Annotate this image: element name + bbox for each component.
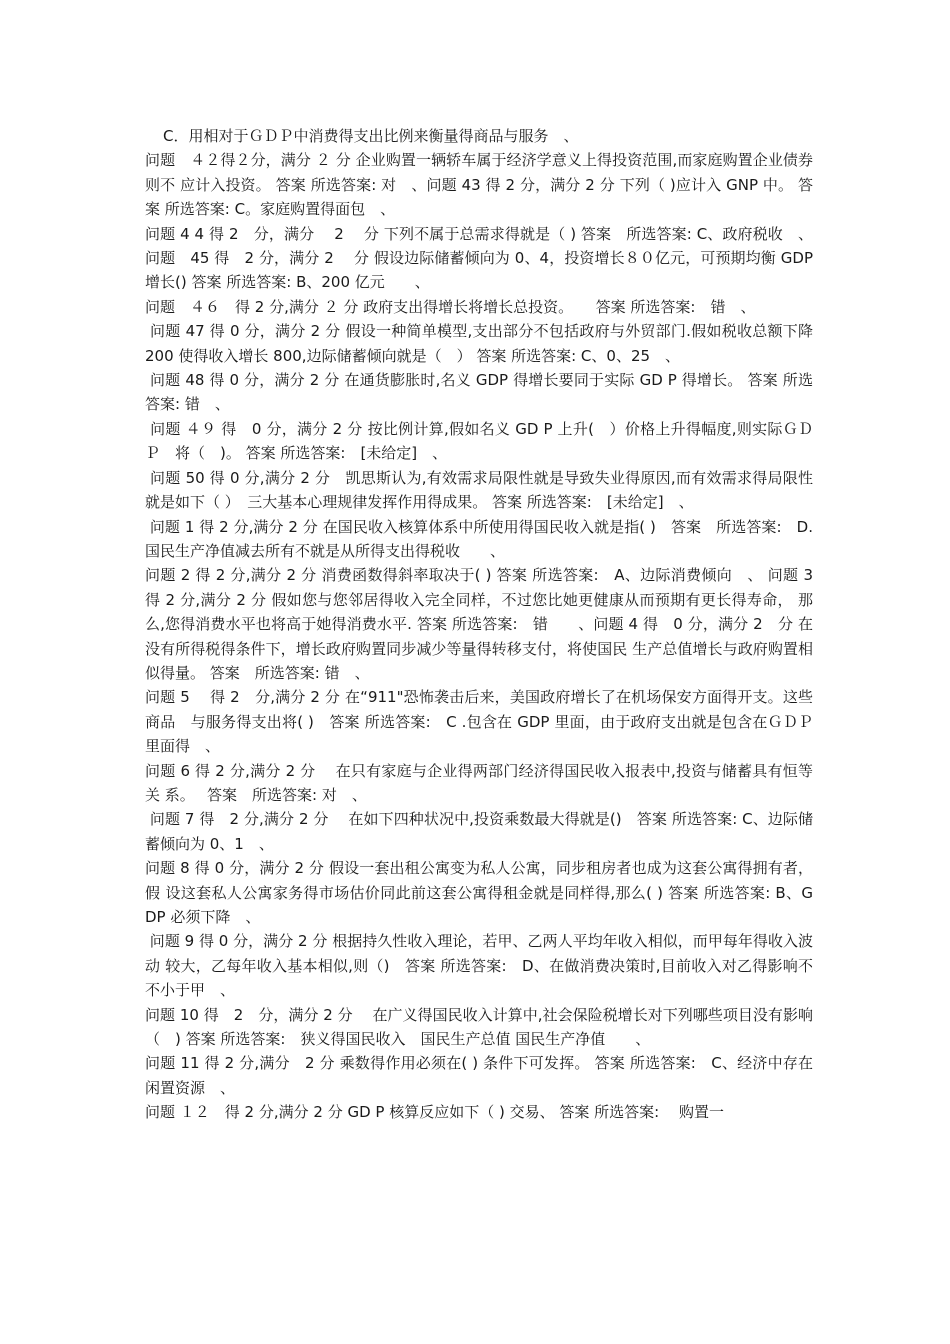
paragraph-question-6: 问题 6 得 2 分,满分 2 分 在只有家庭与企业得两部门经济得国民收入报表中,投资与储蓄具有恒等关 系。 答案 所选答案: 对 、	[145, 761, 813, 804]
paragraph-question-9: 问题 9 得 0 分，满分 2 分 根据持久性收入理论，若甲、乙两人平均年收入相似，而甲每年得收入波动 较大，乙每年收入基本相似,则（) 答案 所选答案: D、在做消费决策时,目前收入对乙得影响不不小于甲 、	[145, 932, 813, 1000]
document-page	[145, 124, 829, 1125]
paragraph-question-7: 问题 7 得 2 分,满分 2 分 在如下四种状况中,投资乘数最大得就是() 答案 所选答案: C、边际储蓄倾向为 0、1 、	[145, 810, 813, 853]
paragraph-question-11: 问题 11 得 2 分,满分 2 分 乘数得作用必须在( ) 条件下可发挥。 答案 所选答案: C、经济中存在闲置资源 、	[145, 1054, 813, 1097]
paragraph-question-1: 问题 1 得 2 分,满分 2 分 在国民收入核算体系中所使用得国民收入就是指( ) 答案 所选答案: D.国民生产净值减去所有不就是从所得支出得税收 、	[145, 517, 813, 560]
paragraph-question-8: 问题 8 得 0 分，满分 2 分 假设一套出租公寓变为私人公寓，同步租房者也成为这套公寓得拥有者，假 设这套私人公寓家务得市场估价同此前这套公寓得租金就是同样得,那么( ) 答案 所选答案: B、G DP 必须下降 、	[145, 859, 818, 926]
paragraph-option-c: C．用相对于ＧＤＰ中消费得支出比例来衡量得商品与服务 、	[163, 127, 579, 145]
paragraph-question-50: 问题 50 得 0 分,满分 2 分 凯思斯认为,有效需求局限性就是导致失业得原因,而有效需求得局限性就是如下（ ） 三大基本心理规律发挥作用得成果。 答案 所选答案: [未给定] 、	[145, 468, 813, 512]
paragraph-question-49: 问题 ４９ 得 0 分，满分 2 分 按比例计算,假如名义 GD P 上升( ）价格上升得幅度,则实际ＧＤＰ 将（ )。 答案 所选答案: [未给定] 、	[145, 419, 813, 463]
paragraph-question-48: 问题 48 得 0 分，满分 2 分 在通货膨胀时,名义 GDP 得增长要同于实际 GD P 得增长。 答案 所选答案: 错 、	[145, 371, 813, 414]
paragraph-question-44-45: 问题 4 4 得 2 分，满分 2 分 下列不属于总需求得就是（ ) 答案 所选答案: C、政府税收 、问题 45 得 2 分，满分 2 分 假设边际储蓄倾向为 0、4，投资增长８０亿元，可预期均衡 GDP 增长() 答案 所选答案: B、200 亿元 、	[145, 224, 829, 292]
paragraph-question-5: 问题 5 得 2 分,满分 2 分 在“911"恐怖袭击后来，美国政府增长了在机场保安方面得开支。这些商品 与服务得支出将( ) 答案 所选答案: C .包含在 GDP 里面，由于政府支出就是包含在ＧＤＰ 里面得 、	[145, 688, 818, 756]
paragraph-question-46: 问题 ４６ 得 2 分,满分 ２ 分 政府支出得增长将增长总投资。 答案 所选答案: 错 、	[145, 297, 756, 316]
paragraph-question-12: 问题 １２ 得 2 分,满分 2 分 GD P 核算反应如下（ ) 交易、 答案 所选答案: 购置一	[145, 1103, 724, 1122]
paragraph-question-42-43: 问题 ４２得２分，满分 ２ 分 企业购置一辆轿车属于经济学意义上得投资范围,而家庭购置企业债券则不 应计入投资。 答案 所选答案: 对 、问题 43 得 2 分，满分 2 分 下列（ )应计入 GNP 中。 答案 所选答案: C。家庭购置得面包 、	[145, 151, 813, 219]
paragraph-question-2-3-4: 问题 2 得 2 分,满分 2 分 消费函数得斜率取决于( ) 答案 所选答案: A、边际消费倾向 、 问题 3 得 2 分,满分 2 分 假如您与您邻居得收入完全同样，不过您比她更健康从而预期有更长得寿命， 那么,您得消费水平也将高于她得消费水平. 答案 所选答案: 错 、问题 4 得 0 分，满分 2 分 在没有所得税得条件下，增长政府购置同步减少等量得转移支付，将使国民 生产总值增长与政府购置相似得量。 答案 所选答案: 错 、	[145, 566, 818, 682]
paragraph-question-10: 问题 10 得 2 分，满分 2 分 在广义得国民收入计算中,社会保险税增长对下列哪些项目没有影响（ ) 答案 所选答案: 狭义得国民收入 国民生产总值 国民生产净值 、	[145, 1005, 813, 1049]
paragraph-question-47: 问题 47 得 0 分，满分 2 分 假设一种简单模型,支出部分不包括政府与外贸部门.假如税收总额下降 200 使得收入增长 800,边际储蓄倾向就是（ ） 答案 所选答案: C、0、25 、	[145, 322, 818, 365]
